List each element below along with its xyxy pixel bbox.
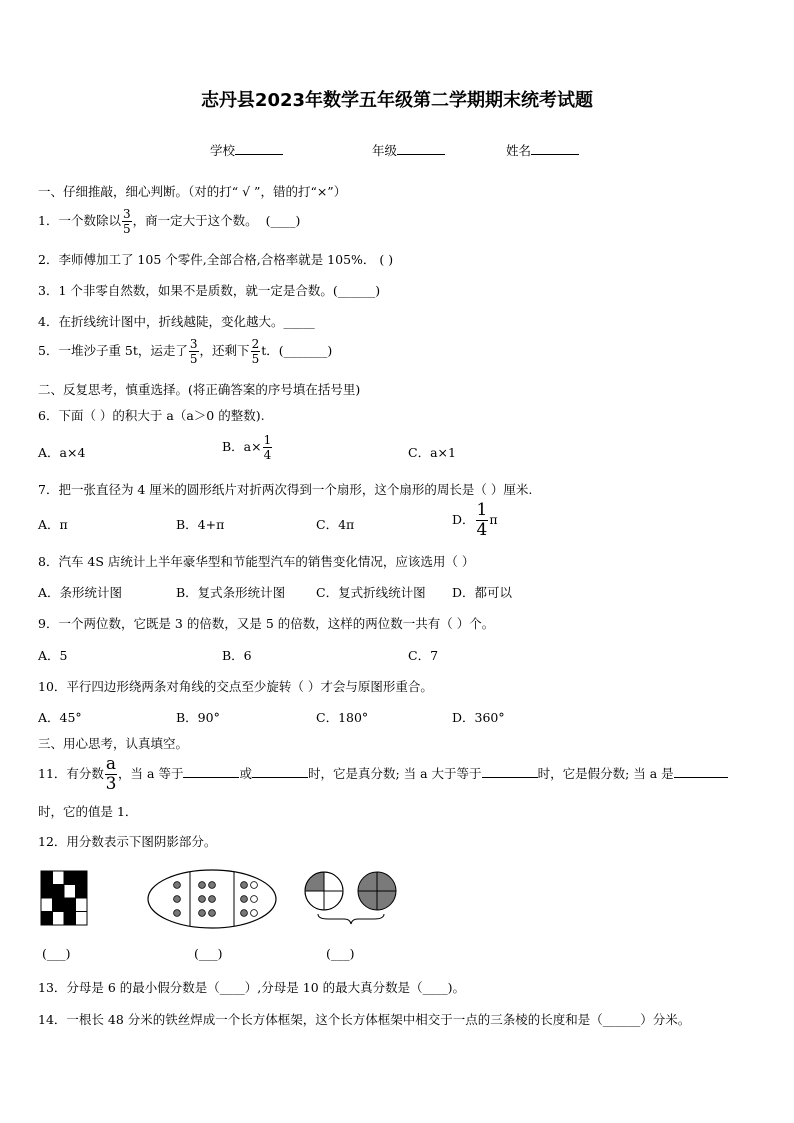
question-8: 8．汽车 4S 店统计上半年豪华型和节能型汽车的销售变化情况，应该选用（ ） — [38, 554, 475, 569]
q7-d-num: 1 — [476, 500, 488, 520]
q7-d-post: π — [489, 512, 498, 527]
q11-text-3: 时，它是真分数; 当 a 大于等于 — [307, 766, 482, 781]
question-9: 9．一个两位数，它既是 3 的倍数，又是 5 的倍数，这样的两位数一共有（ ）个。 — [38, 616, 495, 631]
section2-heading: 二、反复思考，慎重选择。(将正确答案的序号填在括号里) — [38, 382, 361, 397]
section1-heading: 一、仔细推敲，细心判断。（对的打“ √ ”，错的打“×”） — [38, 184, 347, 199]
grade-field — [372, 141, 445, 159]
q8-option-b[interactable]: B．复式条形统计图 — [176, 585, 286, 600]
q11-text-1: ，当 a 等于 — [118, 766, 184, 781]
q5-mid: ，还剩下 — [199, 343, 250, 358]
q5-num2: 2 — [251, 337, 260, 351]
q8-option-a[interactable]: A．条形统计图 — [38, 585, 123, 600]
q11-text-2: 或 — [239, 766, 252, 781]
q9-option-c[interactable]: C．7 — [408, 648, 439, 663]
q6-option-a[interactable]: A．a×4 — [38, 445, 86, 460]
q6-option-c[interactable]: C．a×1 — [408, 445, 456, 460]
q1-pre: 1．一个数除以 — [38, 213, 121, 228]
q7-option-d[interactable] — [452, 502, 498, 539]
q11-num: a — [105, 754, 117, 774]
q1-den: 5 — [122, 222, 131, 236]
q6-b-num: 1 — [263, 433, 272, 447]
q12-answer-1[interactable]: (___) — [42, 946, 71, 961]
q1-num: 3 — [122, 207, 131, 221]
q1-answer[interactable]: (____) — [257, 213, 301, 228]
q11-blank-3[interactable] — [482, 765, 538, 778]
q8-option-c[interactable]: C．复式折线统计图 — [316, 585, 426, 600]
question-6: 6．下面（ ）的积大于 a（a＞0 的整数). — [38, 408, 265, 423]
q7-option-b[interactable]: B．4+π — [176, 517, 225, 532]
circles-figure — [300, 868, 404, 928]
q12-answer-3[interactable]: (___) — [326, 946, 355, 961]
school-blank[interactable] — [235, 142, 283, 155]
q11-blank-1[interactable] — [183, 765, 239, 778]
q6-b-pre: B．a× — [222, 439, 262, 454]
q5-fraction-2 — [251, 338, 261, 365]
question-7: 7．把一张直径为 4 厘米的圆形纸片对折两次得到一个扇形，这个扇形的周长是（ ）厘米. — [38, 482, 533, 497]
q6-option-b[interactable] — [222, 434, 273, 461]
q11-fraction — [105, 756, 117, 793]
name-blank[interactable] — [531, 142, 579, 155]
q10-option-a[interactable]: A．45° — [38, 710, 82, 725]
q9-option-b[interactable]: B．6 — [222, 648, 252, 663]
q5-fraction-1 — [189, 338, 199, 365]
q1-post: ，商一定大于这个数。 — [132, 213, 258, 228]
q5-den2: 5 — [251, 352, 260, 366]
q7-option-a[interactable]: A．π — [38, 517, 68, 532]
q5-post: t．(_______) — [261, 343, 333, 358]
question-4: 4．在折线统计图中，折线越陡，变化越大。_____ — [38, 314, 315, 329]
question-1 — [38, 208, 300, 235]
q7-option-c[interactable]: C．4π — [316, 517, 355, 532]
name-label: 姓名 — [506, 143, 532, 158]
q12-answer-2[interactable]: (___) — [194, 946, 223, 961]
q11-blank-4[interactable] — [674, 765, 728, 778]
page-title: 志丹县2023年数学五年级第二学期期末统考试题 — [200, 90, 594, 111]
q9-option-a[interactable]: A．5 — [38, 648, 68, 663]
q6-b-fraction — [263, 434, 273, 461]
grid-figure — [40, 870, 88, 926]
q6-b-den: 4 — [263, 448, 272, 462]
question-5 — [38, 338, 332, 365]
question-14: 14．一根长 48 分米的铁丝焊成一个长方体框架，这个长方体框架中相交于一点的三条棱的长度和是（______）分米。 — [38, 1012, 691, 1027]
q11-line-2: 时，它的值是 1． — [38, 804, 138, 819]
q11-text-4: 时，它是假分数; 当 a 是 — [537, 766, 674, 781]
school-field — [210, 141, 283, 159]
question-13: 13．分母是 6 的最小假分数是（____）,分母是 10 的最大真分数是（____)。 — [38, 980, 466, 995]
q7-d-pre: D． — [452, 512, 475, 527]
q10-option-c[interactable]: C．180° — [316, 710, 369, 725]
q8-option-d[interactable]: D．都可以 — [452, 585, 513, 600]
q11-pre: 11．有分数 — [38, 766, 104, 781]
question-11 — [38, 756, 728, 793]
question-12: 12．用分数表示下图阴影部分。 — [38, 834, 217, 849]
q11-den: 3 — [105, 774, 117, 794]
name-field — [506, 141, 579, 159]
grade-blank[interactable] — [397, 142, 445, 155]
q5-pre: 5．一堆沙子重 5t，运走了 — [38, 343, 188, 358]
question-3: 3．1 个非零自然数，如果不是质数，就一定是合数。(______) — [38, 283, 381, 298]
section3-heading: 三、用心思考，认真填空。 — [38, 736, 189, 751]
q10-option-d[interactable]: D．360° — [452, 710, 505, 725]
q11-blank-2[interactable] — [252, 765, 308, 778]
question-10: 10．平行四边形绕两条对角线的交点至少旋转（ ）才会与原图形重合。 — [38, 679, 433, 694]
school-label: 学校 — [210, 143, 236, 158]
q7-d-den: 4 — [476, 520, 488, 540]
q10-option-b[interactable]: B．90° — [176, 710, 220, 725]
q5-den1: 5 — [189, 352, 198, 366]
grade-label: 年级 — [372, 143, 398, 158]
oval-dots-figure — [146, 868, 278, 930]
q5-num1: 3 — [189, 337, 198, 351]
q7-d-fraction — [476, 502, 489, 539]
q1-fraction — [122, 208, 132, 235]
question-2: 2．李师傅加工了 105 个零件,全部合格,合格率就是 105%． ( ) — [38, 252, 394, 267]
